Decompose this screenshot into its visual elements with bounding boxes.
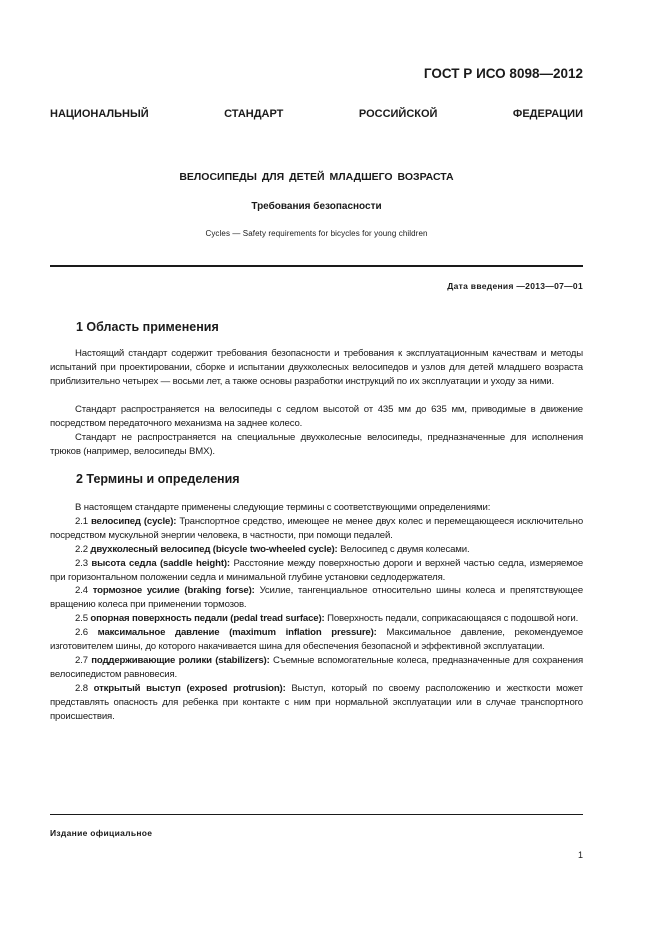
term-definition: Транспортное средство, имеющее не менее двух колес и перемещающееся исключительно посредством мускульной энергии человека, в частности, при помощи педалей. [50, 515, 584, 541]
header-divider [50, 265, 583, 267]
term-name: высота седла (saddle height): [91, 557, 230, 569]
term-definition: Выступ, который по своему расположению и жесткости может представлять опасность для ребенка при контакте с ним при нормальной эксплуатации или в случае транспортного происшествия. [50, 682, 583, 722]
term-name: максимальное давление (maximum inflation pressure): [97, 627, 377, 639]
section-1-heading: 1 Область применения [76, 320, 219, 334]
term-definition: Поверхность педали, соприкасающаяся с подошвой ноги. [327, 613, 579, 625]
terms-intro: В настоящем стандарте применены следующие термины с соответствующими определениями: [75, 502, 491, 513]
term-entry [50, 557, 583, 585]
term-definition: Велосипед с двумя колесами. [340, 543, 470, 555]
page-number: 1 [577, 850, 583, 860]
term-entry [50, 543, 583, 557]
term-name: велосипед (cycle): [90, 515, 177, 527]
term-number: 2.7 [75, 654, 88, 666]
english-title: Cycles — Safety requirements for bicycles for young children [205, 229, 428, 238]
term-name: поддерживающие ролики (stabilizers): [91, 654, 270, 666]
section-1-paragraph: Стандарт не распространяется на специальные двухколесные велосипеды, предназначенные для исполнения трюков (например, велосипеды BMX). [50, 432, 583, 457]
document-title: ВЕЛОСИПЕДЫ ДЛЯ ДЕТЕЙ МЛАДШЕГО ВОЗРАСТА [179, 171, 454, 183]
term-definition: Усилие, тангенциальное относительно шины колеса и препятствующее вращению колеса при применении тормозов. [50, 585, 584, 611]
term-number: 2.5 [75, 613, 88, 625]
national-standard-banner: НАЦИОНАЛЬНЫЙ СТАНДАРТ РОССИЙСКОЙ ФЕДЕРАЦИИ [50, 108, 583, 120]
term-entry [50, 682, 583, 724]
term-number: 2.3 [75, 557, 88, 569]
terms-list [50, 501, 583, 724]
term-name: тормозное усилие (braking forse): [92, 585, 255, 597]
term-number: 2.6 [75, 627, 88, 639]
term-name: опорная поверхность педали (pedal tread surface): [90, 613, 325, 625]
term-number: 2.4 [75, 585, 88, 597]
term-entry [50, 612, 583, 626]
term-entry [50, 626, 583, 654]
term-entry [50, 515, 583, 543]
term-number: 2.1 [75, 515, 88, 527]
term-entry [50, 584, 583, 612]
document-subtitle: Требования безопасности [251, 201, 382, 212]
term-definition: Максимальное давление, рекомендуемое изготовителем шины, до которого накачивается шина для обеспечения безопасной и эффективной эксплуатации. [50, 627, 584, 653]
section-2-heading: 2 Термины и определения [76, 472, 240, 486]
term-definition: Съемные вспомогательные колеса, предназначенные для сохранения велосипедистом равновесия. [50, 654, 583, 680]
term-definition: Расстояние между поверхностью дороги и верхней частью седла, измеряемое при горизонтальном положении седла и минимальной глубине установки седлодержателя. [50, 557, 584, 583]
term-entry [50, 654, 583, 682]
standard-number: ГОСТ Р ИСО 8098—2012 [423, 66, 583, 81]
term-name: двухколесный велосипед (bicycle two-wheeled cycle): [90, 543, 338, 555]
edition-note: Издание официальное [50, 828, 153, 838]
section-1-paragraph: Стандарт распространяется на велосипеды с седлом высотой от 435 мм до 635 мм, приводимые в движение посредством передаточного механизма на заднее колесо. [50, 404, 583, 429]
intro-date: Дата введения —2013—07—01 [447, 281, 583, 291]
term-number: 2.2 [75, 543, 88, 555]
section-1-paragraph: Настоящий стандарт содержит требования безопасности и требования к эксплуатационным качествам и методы испытаний при проектировании, сборке и испытании двухколесных велосипедов и узлов для детей младшего возраста приблизительно четырех — восьми лет, а также основы разработки инструкций по их эксплуатации и уходу за ними. [50, 348, 583, 387]
term-name: открытый выступ (exposed protrusion): [93, 682, 286, 694]
footer-divider [50, 814, 583, 815]
term-number: 2.8 [75, 682, 88, 694]
